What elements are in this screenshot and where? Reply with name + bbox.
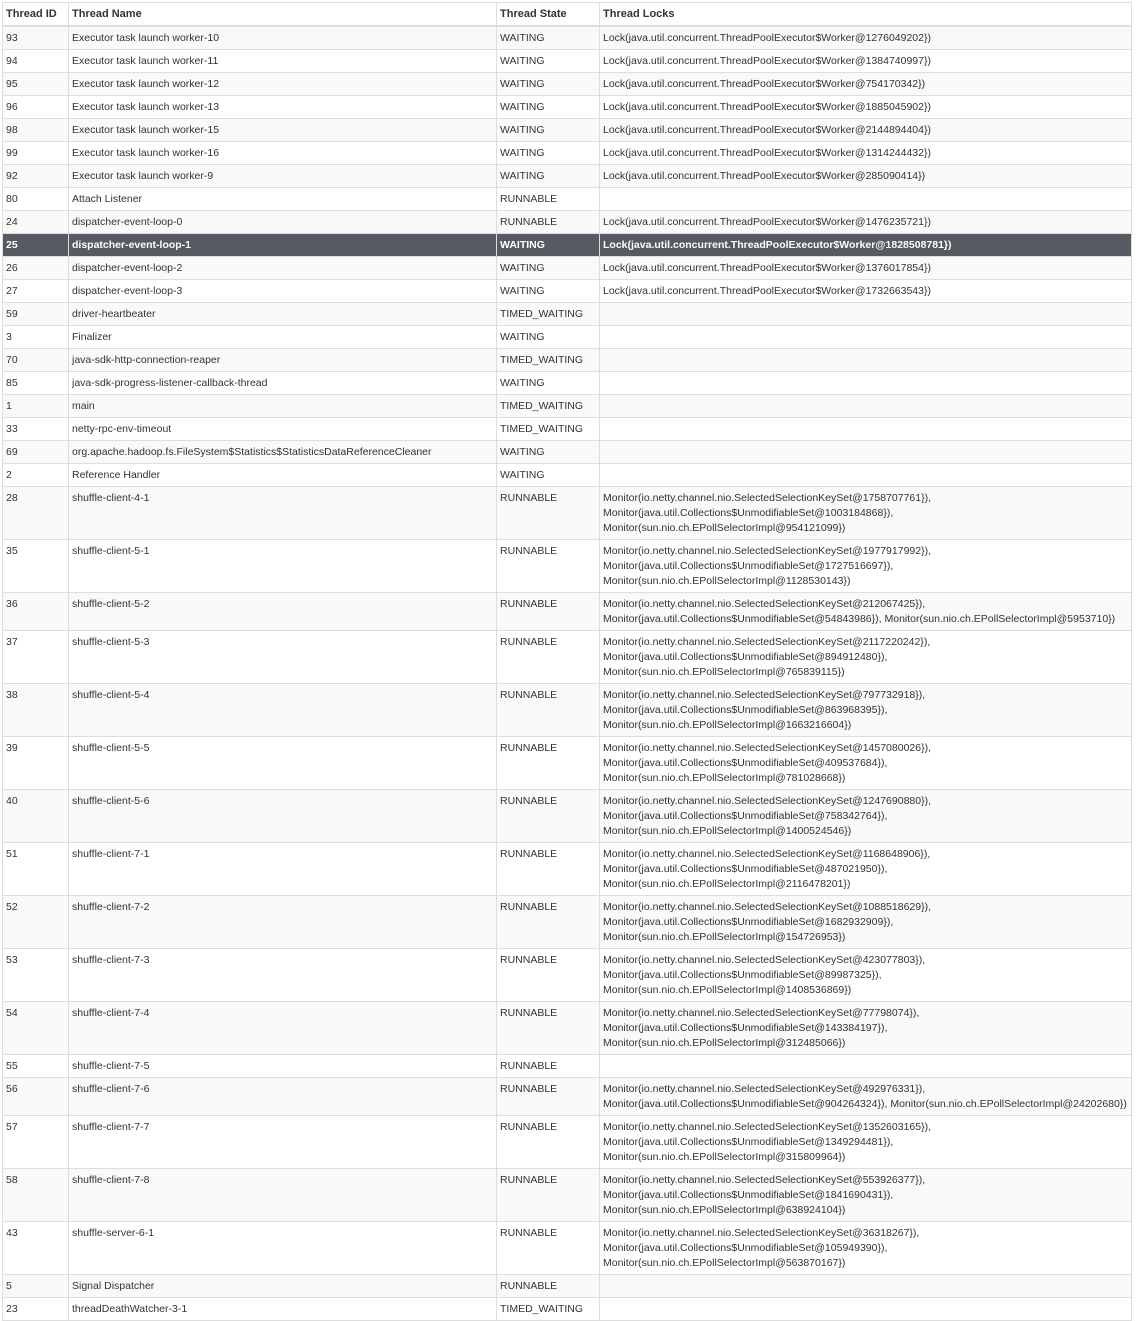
- thread-id-cell: 94: [3, 50, 69, 73]
- thread-name-cell: Finalizer: [69, 326, 497, 349]
- thread-locks-cell: [600, 234, 1132, 257]
- thread-state-cell: RUNNABLE: [497, 1169, 600, 1222]
- thread-name-cell: shuffle-client-5-4: [69, 684, 497, 737]
- thread-state-cell: TIMED_WAITING: [497, 395, 600, 418]
- thread-state-cell: WAITING: [497, 441, 600, 464]
- thread-id-cell: 39: [3, 737, 69, 790]
- thread-id-cell: 43: [3, 1222, 69, 1275]
- thread-locks-cell: [600, 26, 1132, 50]
- lock-entry: Lock(java.util.concurrent.ThreadPoolExecutor$Worker@1476235721}): [603, 216, 931, 228]
- table-row[interactable]: [3, 790, 1132, 843]
- table-row[interactable]: [3, 188, 1132, 211]
- lock-entry: Monitor(java.util.Collections$UnmodifiableSet@1349294481}),: [603, 1136, 894, 1148]
- table-row[interactable]: [3, 418, 1132, 441]
- thread-state-cell: RUNNABLE: [497, 631, 600, 684]
- table-row[interactable]: [3, 26, 1132, 50]
- lock-entry: Monitor(sun.nio.ch.EPollSelectorImpl@154726953}): [603, 931, 846, 943]
- thread-id-cell: 70: [3, 349, 69, 372]
- thread-locks-cell: [600, 1298, 1132, 1321]
- thread-locks-cell: [600, 464, 1132, 487]
- header-thread-locks[interactable]: Thread Locks: [600, 3, 1132, 27]
- lock-entry: Monitor(java.util.Collections$UnmodifiableSet@143384197}),: [603, 1022, 888, 1034]
- table-row[interactable]: [3, 737, 1132, 790]
- lock-entry: Monitor(sun.nio.ch.EPollSelectorImpl@315809964}): [603, 1151, 846, 1163]
- lock-entry: Monitor(io.netty.channel.nio.SelectedSelectionKeySet@492976331}),: [603, 1083, 926, 1095]
- thread-name-cell: shuffle-client-5-6: [69, 790, 497, 843]
- table-row[interactable]: [3, 280, 1132, 303]
- thread-locks-cell: [600, 1002, 1132, 1055]
- lock-entry: Lock(java.util.concurrent.ThreadPoolExecutor$Worker@1376017854}): [603, 262, 931, 274]
- thread-locks-cell: [600, 896, 1132, 949]
- thread-locks-cell: [600, 737, 1132, 790]
- thread-locks-cell: [600, 1169, 1132, 1222]
- thread-id-cell: 53: [3, 949, 69, 1002]
- thread-id-cell: 92: [3, 165, 69, 188]
- header-thread-state[interactable]: Thread State: [497, 3, 600, 27]
- lock-entry: Monitor(io.netty.channel.nio.SelectedSelectionKeySet@2117220242}),: [603, 636, 931, 648]
- thread-name-cell: java-sdk-http-connection-reaper: [69, 349, 497, 372]
- thread-name-cell: Executor task launch worker-10: [69, 26, 497, 50]
- thread-locks-cell: [600, 303, 1132, 326]
- lock-entry: Monitor(io.netty.channel.nio.SelectedSelectionKeySet@423077803}),: [603, 954, 926, 966]
- thread-id-cell: 57: [3, 1116, 69, 1169]
- thread-id-cell: 93: [3, 26, 69, 50]
- thread-state-cell: WAITING: [497, 119, 600, 142]
- thread-state-cell: RUNNABLE: [497, 1222, 600, 1275]
- thread-name-cell: shuffle-client-7-5: [69, 1055, 497, 1078]
- lock-entry: Monitor(io.netty.channel.nio.SelectedSelectionKeySet@1088518629}),: [603, 901, 932, 913]
- table-row[interactable]: [3, 1222, 1132, 1275]
- table-header: [3, 3, 1132, 27]
- thread-locks-cell: [600, 119, 1132, 142]
- thread-name-cell: dispatcher-event-loop-2: [69, 257, 497, 280]
- thread-id-cell: 80: [3, 188, 69, 211]
- thread-state-cell: RUNNABLE: [497, 1078, 600, 1116]
- lock-entry: Monitor(io.netty.channel.nio.SelectedSelectionKeySet@212067425}),: [603, 598, 926, 610]
- lock-entry: Lock(java.util.concurrent.ThreadPoolExecutor$Worker@1384740997}): [603, 55, 931, 67]
- thread-locks-cell: [600, 418, 1132, 441]
- table-row[interactable]: [3, 50, 1132, 73]
- header-row: [3, 3, 1132, 27]
- lock-entry: Monitor(java.util.Collections$UnmodifiableSet@89987325}),: [603, 969, 882, 981]
- table-row[interactable]: [3, 372, 1132, 395]
- thread-id-cell: 58: [3, 1169, 69, 1222]
- lock-entry: Monitor(io.netty.channel.nio.SelectedSelectionKeySet@1247690880}),: [603, 795, 932, 807]
- thread-state-cell: WAITING: [497, 50, 600, 73]
- thread-name-cell: Reference Handler: [69, 464, 497, 487]
- thread-locks-cell: [600, 631, 1132, 684]
- thread-name-cell: shuffle-client-5-2: [69, 593, 497, 631]
- thread-locks-cell: [600, 165, 1132, 188]
- thread-state-cell: TIMED_WAITING: [497, 303, 600, 326]
- thread-name-cell: Executor task launch worker-11: [69, 50, 497, 73]
- lock-entry: Monitor(sun.nio.ch.EPollSelectorImpl@765839115}): [603, 666, 845, 678]
- thread-id-cell: 55: [3, 1055, 69, 1078]
- lock-entry: Monitor(java.util.Collections$UnmodifiableSet@487021950}),: [603, 863, 888, 875]
- thread-state-cell: TIMED_WAITING: [497, 349, 600, 372]
- thread-state-cell: RUNNABLE: [497, 211, 600, 234]
- thread-name-cell: shuffle-client-5-5: [69, 737, 497, 790]
- lock-entry: Monitor(java.util.Collections$UnmodifiableSet@54843986}), Monitor(sun.nio.ch.EPollSelectorImpl@5953710}): [603, 613, 1116, 625]
- thread-id-cell: 3: [3, 326, 69, 349]
- table-row[interactable]: [3, 949, 1132, 1002]
- thread-id-cell: 85: [3, 372, 69, 395]
- thread-name-cell: Executor task launch worker-13: [69, 96, 497, 119]
- table-row[interactable]: [3, 896, 1132, 949]
- thread-locks-cell: [600, 790, 1132, 843]
- table-row[interactable]: [3, 1275, 1132, 1298]
- thread-name-cell: shuffle-client-7-6: [69, 1078, 497, 1116]
- thread-name-cell: Signal Dispatcher: [69, 1275, 497, 1298]
- thread-state-cell: RUNNABLE: [497, 487, 600, 540]
- thread-name-cell: shuffle-client-5-3: [69, 631, 497, 684]
- table-row[interactable]: [3, 684, 1132, 737]
- thread-name-cell: shuffle-server-6-1: [69, 1222, 497, 1275]
- lock-entry: Lock(java.util.concurrent.ThreadPoolExecutor$Worker@1276049202}): [603, 32, 931, 44]
- thread-state-cell: WAITING: [497, 165, 600, 188]
- thread-state-cell: WAITING: [497, 73, 600, 96]
- thread-name-cell: dispatcher-event-loop-3: [69, 280, 497, 303]
- thread-locks-cell: [600, 96, 1132, 119]
- thread-dump-table: [2, 2, 1132, 1321]
- table-row[interactable]: [3, 1169, 1132, 1222]
- lock-entry: Monitor(sun.nio.ch.EPollSelectorImpl@563870167}): [603, 1257, 846, 1269]
- thread-name-cell: shuffle-client-7-3: [69, 949, 497, 1002]
- thread-locks-cell: [600, 1275, 1132, 1298]
- lock-entry: Monitor(sun.nio.ch.EPollSelectorImpl@1400524546}): [603, 825, 852, 837]
- thread-state-cell: RUNNABLE: [497, 790, 600, 843]
- lock-entry: Monitor(sun.nio.ch.EPollSelectorImpl@1663216604}): [603, 719, 852, 731]
- table-row[interactable]: [3, 843, 1132, 896]
- lock-entry: Lock(java.util.concurrent.ThreadPoolExecutor$Worker@1828508781}): [603, 239, 952, 251]
- lock-entry: Monitor(sun.nio.ch.EPollSelectorImpl@781028668}): [603, 772, 846, 784]
- thread-name-cell: shuffle-client-4-1: [69, 487, 497, 540]
- thread-state-cell: RUNNABLE: [497, 1275, 600, 1298]
- thread-id-cell: 35: [3, 540, 69, 593]
- thread-id-cell: 33: [3, 418, 69, 441]
- thread-state-cell: RUNNABLE: [497, 684, 600, 737]
- table-row[interactable]: [3, 257, 1132, 280]
- thread-name-cell: shuffle-client-7-2: [69, 896, 497, 949]
- lock-entry: Monitor(java.util.Collections$UnmodifiableSet@409537684}),: [603, 757, 888, 769]
- thread-state-cell: RUNNABLE: [497, 949, 600, 1002]
- table-row[interactable]: [3, 1116, 1132, 1169]
- thread-name-cell: shuffle-client-7-4: [69, 1002, 497, 1055]
- thread-name-cell: Executor task launch worker-15: [69, 119, 497, 142]
- thread-locks-cell: [600, 280, 1132, 303]
- lock-entry: Monitor(java.util.Collections$UnmodifiableSet@1727516697}),: [603, 560, 894, 572]
- thread-state-cell: TIMED_WAITING: [497, 1298, 600, 1321]
- lock-entry: Monitor(io.netty.channel.nio.SelectedSelectionKeySet@36318267}),: [603, 1227, 920, 1239]
- thread-locks-cell: [600, 1055, 1132, 1078]
- thread-id-cell: 36: [3, 593, 69, 631]
- thread-id-cell: 27: [3, 280, 69, 303]
- thread-locks-cell: [600, 441, 1132, 464]
- thread-name-cell: netty-rpc-env-timeout: [69, 418, 497, 441]
- thread-id-cell: 52: [3, 896, 69, 949]
- table-row[interactable]: [3, 142, 1132, 165]
- table-row[interactable]: [3, 1298, 1132, 1321]
- lock-entry: Lock(java.util.concurrent.ThreadPoolExecutor$Worker@1732663543}): [603, 285, 931, 297]
- thread-name-cell: dispatcher-event-loop-0: [69, 211, 497, 234]
- lock-entry: Lock(java.util.concurrent.ThreadPoolExecutor$Worker@285090414}): [603, 170, 926, 182]
- thread-locks-cell: [600, 1116, 1132, 1169]
- thread-locks-cell: [600, 73, 1132, 96]
- thread-id-cell: 1: [3, 395, 69, 418]
- table-row[interactable]: [3, 1078, 1132, 1116]
- lock-entry: Lock(java.util.concurrent.ThreadPoolExecutor$Worker@2144894404}): [603, 124, 931, 136]
- table-row[interactable]: [3, 349, 1132, 372]
- thread-state-cell: RUNNABLE: [497, 540, 600, 593]
- thread-id-cell: 2: [3, 464, 69, 487]
- thread-state-cell: WAITING: [497, 96, 600, 119]
- lock-entry: Monitor(java.util.Collections$UnmodifiableSet@863968395}),: [603, 704, 888, 716]
- lock-entry: Lock(java.util.concurrent.ThreadPoolExecutor$Worker@1314244432}): [603, 147, 931, 159]
- lock-entry: Monitor(sun.nio.ch.EPollSelectorImpl@954121099}): [603, 522, 846, 534]
- table-row[interactable]: [3, 211, 1132, 234]
- thread-locks-cell: [600, 211, 1132, 234]
- thread-state-cell: WAITING: [497, 280, 600, 303]
- thread-id-cell: 24: [3, 211, 69, 234]
- thread-locks-cell: [600, 1222, 1132, 1275]
- lock-entry: Lock(java.util.concurrent.ThreadPoolExecutor$Worker@754170342}): [603, 78, 926, 90]
- lock-entry: Monitor(java.util.Collections$UnmodifiableSet@894912480}),: [603, 651, 888, 663]
- thread-locks-cell: [600, 540, 1132, 593]
- thread-name-cell: threadDeathWatcher-3-1: [69, 1298, 497, 1321]
- thread-id-cell: 51: [3, 843, 69, 896]
- thread-name-cell: java-sdk-progress-listener-callback-thread: [69, 372, 497, 395]
- lock-entry: Monitor(io.netty.channel.nio.SelectedSelectionKeySet@797732918}),: [603, 689, 926, 701]
- thread-locks-cell: [600, 684, 1132, 737]
- thread-state-cell: RUNNABLE: [497, 1116, 600, 1169]
- thread-locks-cell: [600, 142, 1132, 165]
- thread-name-cell: shuffle-client-5-1: [69, 540, 497, 593]
- thread-state-cell: WAITING: [497, 257, 600, 280]
- thread-state-cell: RUNNABLE: [497, 1055, 600, 1078]
- thread-locks-cell: [600, 1078, 1132, 1116]
- thread-id-cell: 56: [3, 1078, 69, 1116]
- thread-locks-cell: [600, 326, 1132, 349]
- thread-locks-cell: [600, 949, 1132, 1002]
- thread-state-cell: WAITING: [497, 372, 600, 395]
- thread-state-cell: RUNNABLE: [497, 896, 600, 949]
- table-row[interactable]: [3, 119, 1132, 142]
- thread-state-cell: WAITING: [497, 464, 600, 487]
- table-row[interactable]: [3, 1002, 1132, 1055]
- thread-name-cell: shuffle-client-7-1: [69, 843, 497, 896]
- lock-entry: Monitor(sun.nio.ch.EPollSelectorImpl@312485066}): [603, 1037, 846, 1049]
- table-body: [3, 26, 1132, 1321]
- thread-state-cell: WAITING: [497, 234, 600, 257]
- thread-name-cell: Executor task launch worker-12: [69, 73, 497, 96]
- table-row[interactable]: [3, 1055, 1132, 1078]
- thread-id-cell: 59: [3, 303, 69, 326]
- thread-name-cell: driver-heartbeater: [69, 303, 497, 326]
- lock-entry: Monitor(java.util.Collections$UnmodifiableSet@1682932909}),: [603, 916, 894, 928]
- thread-locks-cell: [600, 372, 1132, 395]
- thread-id-cell: 5: [3, 1275, 69, 1298]
- thread-id-cell: 95: [3, 73, 69, 96]
- lock-entry: Monitor(io.netty.channel.nio.SelectedSelectionKeySet@1168648906}),: [603, 848, 931, 860]
- table-row[interactable]: [3, 165, 1132, 188]
- table-row[interactable]: [3, 593, 1132, 631]
- thread-id-cell: 25: [3, 234, 69, 257]
- thread-name-cell: main: [69, 395, 497, 418]
- table-row[interactable]: [3, 303, 1132, 326]
- thread-state-cell: RUNNABLE: [497, 1002, 600, 1055]
- thread-locks-cell: [600, 188, 1132, 211]
- thread-id-cell: 40: [3, 790, 69, 843]
- thread-locks-cell: [600, 395, 1132, 418]
- thread-state-cell: TIMED_WAITING: [497, 418, 600, 441]
- thread-state-cell: WAITING: [497, 142, 600, 165]
- thread-name-cell: dispatcher-event-loop-1: [69, 234, 497, 257]
- thread-id-cell: 99: [3, 142, 69, 165]
- thread-id-cell: 26: [3, 257, 69, 280]
- lock-entry: Monitor(io.netty.channel.nio.SelectedSelectionKeySet@1977917992}),: [603, 545, 932, 557]
- lock-entry: Monitor(java.util.Collections$UnmodifiableSet@1003184868}),: [603, 507, 894, 519]
- lock-entry: Monitor(sun.nio.ch.EPollSelectorImpl@1408536869}): [603, 984, 852, 996]
- lock-entry: Monitor(sun.nio.ch.EPollSelectorImpl@638924104}): [603, 1204, 846, 1216]
- table-row[interactable]: [3, 326, 1132, 349]
- lock-entry: Monitor(io.netty.channel.nio.SelectedSelectionKeySet@77798074}),: [603, 1007, 920, 1019]
- thread-state-cell: WAITING: [497, 26, 600, 50]
- header-thread-name[interactable]: Thread Name: [69, 3, 497, 27]
- table-row[interactable]: [3, 234, 1132, 257]
- lock-entry: Monitor(io.netty.channel.nio.SelectedSelectionKeySet@553926377}),: [603, 1174, 926, 1186]
- thread-id-cell: 28: [3, 487, 69, 540]
- thread-state-cell: RUNNABLE: [497, 843, 600, 896]
- thread-name-cell: shuffle-client-7-8: [69, 1169, 497, 1222]
- table-row[interactable]: [3, 73, 1132, 96]
- table-row[interactable]: [3, 395, 1132, 418]
- thread-locks-cell: [600, 50, 1132, 73]
- thread-state-cell: RUNNABLE: [497, 188, 600, 211]
- thread-id-cell: 98: [3, 119, 69, 142]
- thread-locks-cell: [600, 257, 1132, 280]
- thread-name-cell: Executor task launch worker-16: [69, 142, 497, 165]
- table-row[interactable]: [3, 96, 1132, 119]
- thread-name-cell: Executor task launch worker-9: [69, 165, 497, 188]
- thread-id-cell: 69: [3, 441, 69, 464]
- thread-state-cell: WAITING: [497, 326, 600, 349]
- thread-name-cell: shuffle-client-7-7: [69, 1116, 497, 1169]
- thread-state-cell: RUNNABLE: [497, 593, 600, 631]
- lock-entry: Monitor(io.netty.channel.nio.SelectedSelectionKeySet@1758707761}),: [603, 492, 932, 504]
- thread-name-cell: org.apache.hadoop.fs.FileSystem$Statistics$StatisticsDataReferenceCleaner: [69, 441, 497, 464]
- table-row[interactable]: [3, 540, 1132, 593]
- table-row[interactable]: [3, 487, 1132, 540]
- lock-entry: Monitor(java.util.Collections$UnmodifiableSet@904264324}), Monitor(sun.nio.ch.EPollSelectorImpl@24202680}): [603, 1098, 1127, 1110]
- table-row[interactable]: [3, 631, 1132, 684]
- thread-locks-cell: [600, 843, 1132, 896]
- thread-id-cell: 38: [3, 684, 69, 737]
- table-row[interactable]: [3, 441, 1132, 464]
- thread-state-cell: RUNNABLE: [497, 737, 600, 790]
- lock-entry: Monitor(sun.nio.ch.EPollSelectorImpl@2116478201}): [603, 878, 851, 890]
- thread-id-cell: 54: [3, 1002, 69, 1055]
- lock-entry: Monitor(java.util.Collections$UnmodifiableSet@758342764}),: [603, 810, 888, 822]
- thread-locks-cell: [600, 487, 1132, 540]
- table-row[interactable]: [3, 464, 1132, 487]
- lock-entry: Monitor(java.util.Collections$UnmodifiableSet@105949390}),: [603, 1242, 888, 1254]
- lock-entry: Monitor(io.netty.channel.nio.SelectedSelectionKeySet@1352603165}),: [603, 1121, 932, 1133]
- lock-entry: Monitor(java.util.Collections$UnmodifiableSet@1841690431}),: [603, 1189, 894, 1201]
- lock-entry: Monitor(io.netty.channel.nio.SelectedSelectionKeySet@1457080026}),: [603, 742, 932, 754]
- thread-id-cell: 23: [3, 1298, 69, 1321]
- lock-entry: Lock(java.util.concurrent.ThreadPoolExecutor$Worker@1885045902}): [603, 101, 931, 113]
- thread-id-cell: 96: [3, 96, 69, 119]
- thread-locks-cell: [600, 593, 1132, 631]
- thread-id-cell: 37: [3, 631, 69, 684]
- lock-entry: Monitor(sun.nio.ch.EPollSelectorImpl@1128530143}): [603, 575, 851, 587]
- header-thread-id[interactable]: Thread ID: [3, 3, 69, 27]
- thread-name-cell: Attach Listener: [69, 188, 497, 211]
- thread-locks-cell: [600, 349, 1132, 372]
